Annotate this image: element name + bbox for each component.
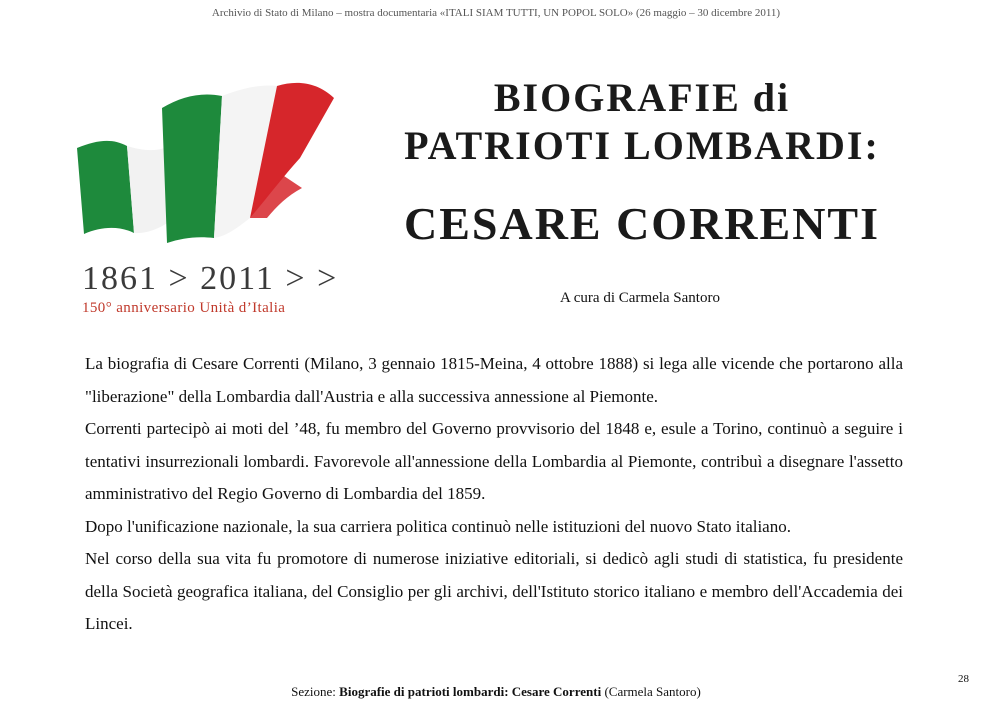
title-line-2: PATRIOTI LOMBARDI: xyxy=(404,123,880,168)
front-flag-icon xyxy=(162,83,334,243)
footer-prefix: Sezione: xyxy=(291,684,340,699)
curator-credit: A cura di Carmela Santoro xyxy=(560,290,720,306)
biography-text xyxy=(85,348,903,641)
logo-years: 1861 > 2011 > > xyxy=(82,260,339,297)
title-line-1: BIOGRAFIE di xyxy=(493,75,791,120)
biography-paragraph: Correnti partecipò ai moti del ’48, fu membro del Governo provvisorio del 1848 e, esule a Torino, continuò a seguire i tentativi insurrezionali lombardi. Favorevole all'annessione della Lombardia al Piemonte, contribuì a disegnare l'assetto amministrativo del Regio Governo di Lombardia del 1859. xyxy=(85,419,903,503)
footer-section-title: Biografie di patrioti lombardi: Cesare Correnti xyxy=(339,684,602,699)
biography-paragraph: La biografia di Cesare Correnti (Milano, 3 gennaio 1815-Meina, 4 ottobre 1888) si lega alle vicende che portarono alla "liberazione" della Lombardia dall'Austria e alla successiva annessione al Piemonte. xyxy=(85,354,903,406)
page-number: 28 xyxy=(958,673,969,685)
anniversary-logo xyxy=(72,68,352,326)
logo-subtitle: 150° anniversario Unità d’Italia xyxy=(82,300,286,316)
biography-paragraph: Nel corso della sua vita fu promotore di numerose iniziative editoriali, si dedicò agli studi di statistica, fu presidente della Società geografica italiana, del Consiglio per gli archivi, dell'Istituto storico italiano e membro dell'Accademia dei Lincei. xyxy=(85,549,903,633)
title-name: CESARE CORRENTI xyxy=(403,198,881,249)
biography-paragraph: Dopo l'unificazione nazionale, la sua carriera politica continuò nelle istituzioni del nuovo Stato italiano. xyxy=(85,516,791,536)
flags-icon xyxy=(72,68,352,258)
footer-author: (Carmela Santoro) xyxy=(601,684,701,699)
page-footer xyxy=(0,684,992,700)
page-header: Archivio di Stato di Milano – mostra documentaria «ITALI SIAM TUTTI, UN POPOL SOLO» (26 maggio – 30 dicembre 2011) xyxy=(211,7,781,19)
